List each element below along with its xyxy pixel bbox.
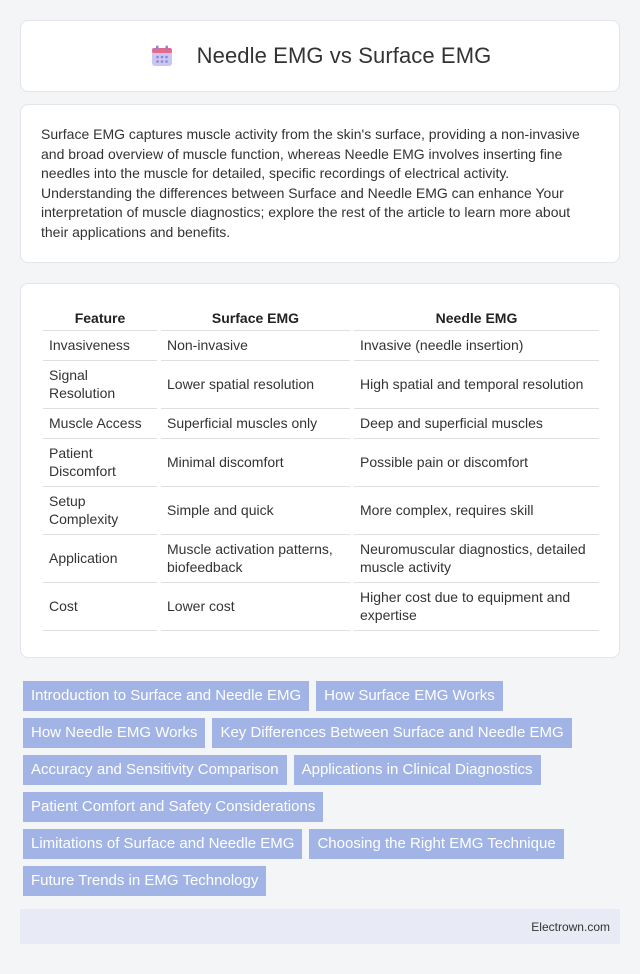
table-header-row — [43, 302, 599, 330]
table-cell-needle: High spatial and temporal resolution — [352, 360, 599, 408]
table-header-needle-emg: Needle EMG — [352, 302, 599, 330]
tag-limitations[interactable]: Limitations of Surface and Needle EMG — [23, 829, 302, 859]
tag-row — [23, 792, 603, 822]
calendar-icon — [149, 43, 175, 69]
tag-patient-comfort[interactable]: Patient Comfort and Safety Considerations — [23, 792, 323, 822]
footer-site-name: Electrown.com — [531, 919, 610, 934]
table-cell-needle: Higher cost due to equipment and expertise — [352, 582, 599, 630]
table-cell-needle: Deep and superficial muscles — [352, 408, 599, 438]
table-cell-surface: Muscle activation patterns, biofeedback — [159, 534, 352, 582]
comparison-table-card — [20, 283, 620, 658]
table-cell-surface: Non-invasive — [159, 330, 352, 360]
table-row — [43, 438, 599, 486]
intro-card — [20, 104, 620, 263]
tag-how-surface-emg-works[interactable]: How Surface EMG Works — [316, 681, 503, 711]
table-header-feature: Feature — [43, 302, 159, 330]
table-cell-feature: Muscle Access — [43, 408, 159, 438]
tag-row — [23, 681, 603, 711]
tag-key-differences[interactable]: Key Differences Between Surface and Needle EMG — [212, 718, 571, 748]
table-cell-needle: Possible pain or discomfort — [352, 438, 599, 486]
table-cell-feature: Cost — [43, 582, 159, 630]
table-cell-feature: Signal Resolution — [43, 360, 159, 408]
tag-future-trends[interactable]: Future Trends in EMG Technology — [23, 866, 266, 896]
table-cell-surface: Lower cost — [159, 582, 352, 630]
table-cell-surface: Simple and quick — [159, 486, 352, 534]
footer — [20, 909, 620, 944]
table-cell-needle: Invasive (needle insertion) — [352, 330, 599, 360]
table-row — [43, 582, 599, 630]
tag-row — [23, 718, 603, 748]
table-cell-feature: Invasiveness — [43, 330, 159, 360]
table-cell-surface: Superficial muscles only — [159, 408, 352, 438]
tag-introduction[interactable]: Introduction to Surface and Needle EMG — [23, 681, 309, 711]
table-row — [43, 360, 599, 408]
table-row — [43, 330, 599, 360]
tag-row — [23, 755, 603, 785]
tag-how-needle-emg-works[interactable]: How Needle EMG Works — [23, 718, 205, 748]
tag-clinical-applications[interactable]: Applications in Clinical Diagnostics — [294, 755, 541, 785]
table-cell-surface: Minimal discomfort — [159, 438, 352, 486]
table-cell-needle: Neuromuscular diagnostics, detailed muscle activity — [352, 534, 599, 582]
table-row — [43, 408, 599, 438]
table-cell-feature: Application — [43, 534, 159, 582]
tag-accuracy-sensitivity[interactable]: Accuracy and Sensitivity Comparison — [23, 755, 287, 785]
table-cell-surface: Lower spatial resolution — [159, 360, 352, 408]
table-row — [43, 486, 599, 534]
table-cell-needle: More complex, requires skill — [352, 486, 599, 534]
page-title: Needle EMG vs Surface EMG — [196, 43, 492, 68]
intro-paragraph: Surface EMG captures muscle activity from the skin's surface, providing a non-invasive and broad overview of muscle function, whereas Needle EMG involves inserting fine needles into the muscle for detailed, specific recordings of electrical activity. Understanding the differences between Surface and Needle EMG can enhance Your interpretation of muscle diagnostics; explore the rest of the article to learn more about their applications and benefits. — [41, 126, 580, 240]
table-cell-feature: Setup Complexity — [43, 486, 159, 534]
table-row — [43, 534, 599, 582]
tag-choosing-technique[interactable]: Choosing the Right EMG Technique — [309, 829, 563, 859]
table-cell-feature: Patient Discomfort — [43, 438, 159, 486]
tag-row — [23, 829, 603, 859]
comparison-table — [43, 302, 599, 631]
tag-row — [23, 866, 603, 896]
table-header-surface-emg: Surface EMG — [159, 302, 352, 330]
topic-tags — [23, 681, 603, 903]
title-card — [20, 20, 620, 92]
